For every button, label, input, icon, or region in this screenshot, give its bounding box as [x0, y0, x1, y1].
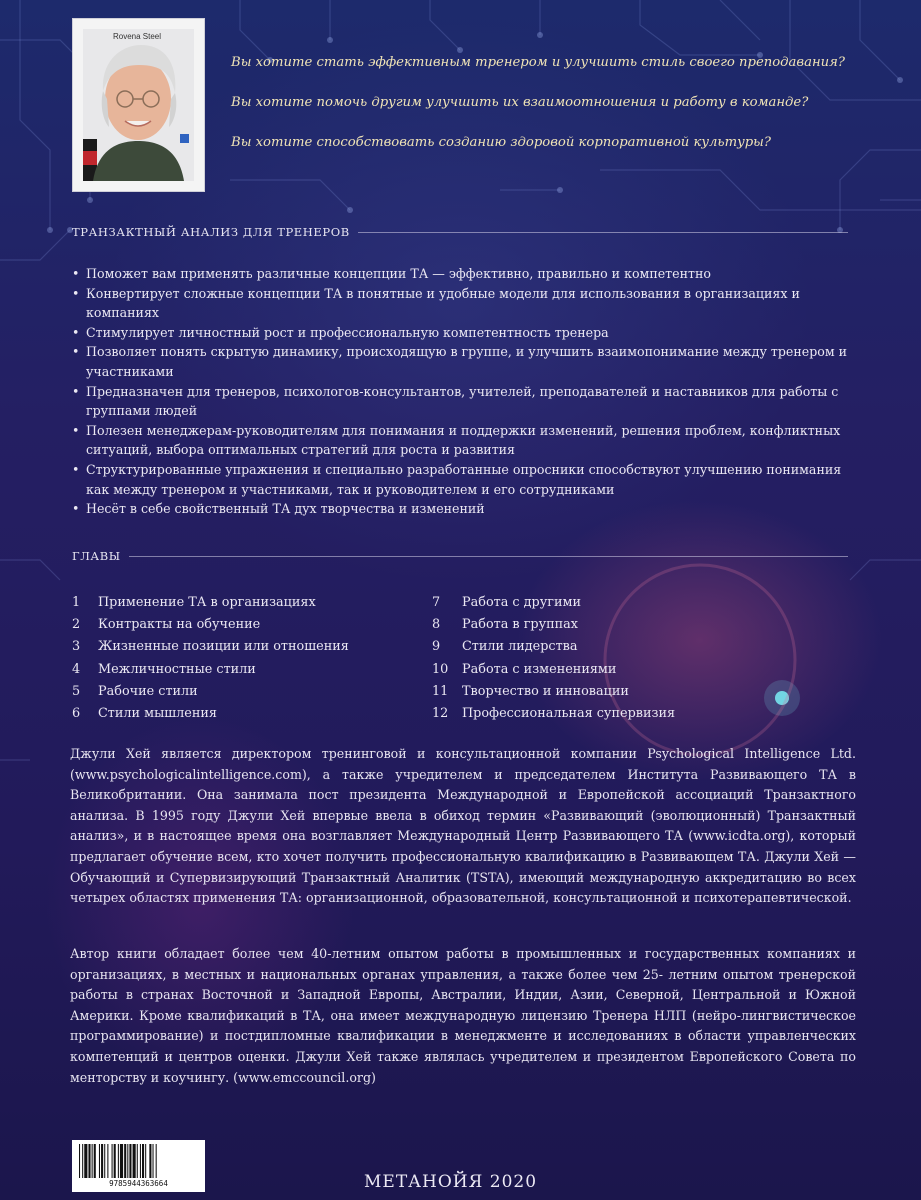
chapters-column-left — [72, 591, 432, 725]
chapter-row — [432, 591, 792, 613]
chapter-number: 11 — [432, 683, 449, 699]
list-item: • Несёт в себе свойственный ТА дух творчества и изменений — [72, 499, 852, 519]
chapter-row — [72, 702, 432, 724]
list-item: • Стимулирует личностный рост и профессиональную компетентность тренера — [72, 323, 852, 343]
barcode-bars — [77, 1144, 200, 1178]
section-ta-heading — [72, 225, 848, 239]
barcode-bar — [94, 1144, 96, 1178]
barcode-bar — [107, 1144, 108, 1178]
barcode — [72, 1140, 205, 1192]
list-item: • Поможет вам применять различные концепции ТА — эффективно, правильно и компетентно — [72, 264, 852, 284]
question-2: Вы хотите помочь другим улучшить их взаимоотношения и работу в команде? — [231, 95, 809, 110]
barcode-bar — [129, 1144, 131, 1178]
chapter-row — [432, 702, 792, 724]
barcode-bar — [120, 1144, 123, 1178]
chapter-row — [72, 658, 432, 680]
barcode-bar — [82, 1144, 83, 1178]
chapter-number: 5 — [72, 683, 81, 699]
publisher-imprint: МЕТАНОЙЯ 2020 — [364, 1172, 538, 1192]
chapter-row — [72, 591, 432, 613]
barcode-bar — [153, 1144, 154, 1178]
barcode-bar — [92, 1144, 93, 1178]
barcode-bar — [101, 1144, 103, 1178]
chapter-title: Межличностные стили — [98, 661, 256, 677]
intro-questions — [231, 55, 845, 175]
chapter-row — [432, 680, 792, 702]
barcode-bar — [156, 1144, 157, 1178]
chapters-list — [72, 591, 792, 725]
chapter-number: 10 — [432, 661, 449, 677]
barcode-bar — [114, 1144, 116, 1178]
barcode-bar — [104, 1144, 105, 1178]
barcode-bar — [142, 1144, 144, 1178]
chapter-title: Применение ТА в организациях — [98, 594, 316, 610]
chapter-title: Творчество и инновации — [462, 683, 629, 699]
chapter-number: 12 — [432, 706, 449, 722]
chapter-number: 1 — [72, 594, 81, 610]
barcode-bar — [118, 1144, 119, 1178]
chapter-number: 8 — [432, 616, 441, 632]
chapter-title: Работа с другими — [462, 594, 581, 610]
barcode-bar — [112, 1144, 113, 1178]
author-portrait — [83, 29, 194, 181]
chapter-title: Работа с изменениями — [462, 661, 617, 677]
chapter-number: 6 — [72, 706, 81, 722]
section-ta-title: ТРАНЗАКТНЫЙ АНАЛИЗ ДЛЯ ТРЕНЕРОВ — [72, 225, 350, 239]
ta-benefits-list — [72, 264, 852, 519]
barcode-bar — [84, 1144, 87, 1178]
list-item: • Полезен менеджерам-руководителям для понимания и поддержки изменений, решения проблем, конфликтных ситуаций, выбора оптимальных стратегий для роста и развития — [72, 421, 852, 460]
author-photo — [72, 18, 205, 192]
barcode-bar — [124, 1144, 126, 1178]
chapter-number: 9 — [432, 639, 441, 655]
chapter-row — [72, 680, 432, 702]
section-ta-divider — [358, 232, 848, 233]
chapter-title: Контракты на обучение — [98, 616, 261, 632]
chapter-number: 7 — [432, 594, 441, 610]
chapter-title: Стили мышления — [98, 706, 217, 722]
barcode-bar — [99, 1144, 100, 1178]
barcode-bar — [145, 1144, 146, 1178]
chapter-title: Стили лидерства — [462, 639, 578, 655]
section-chapters-title: ГЛАВЫ — [72, 549, 121, 563]
barcode-bar — [79, 1144, 80, 1178]
barcode-bar — [88, 1144, 90, 1178]
chapter-number: 3 — [72, 639, 81, 655]
chapter-title: Жизненные позиции или отношения — [98, 639, 349, 655]
chapter-row — [72, 636, 432, 658]
list-item: • Предназначен для тренеров, психологов-консультантов, учителей, преподавателей и наставников для работы с группами людей — [72, 382, 852, 421]
list-item: • Структурированные упражнения и специально разработанные опросники способствуют улучшению понимания как между тренером и участниками, так и руководителем и его сотрудниками — [72, 460, 852, 499]
chapter-title: Профессиональная супервизия — [462, 706, 676, 722]
chapter-row — [432, 658, 792, 680]
question-1: Вы хотите стать эффективным тренером и улучшить стиль своего преподавания? — [231, 55, 845, 70]
barcode-bar — [127, 1144, 128, 1178]
chapter-row — [432, 636, 792, 658]
photo-badge-text: Rovena Steel — [113, 32, 162, 41]
chapter-title: Работа в группах — [462, 616, 579, 632]
chapters-column-right — [432, 591, 792, 725]
list-item: • Конвертирует сложные концепции ТА в понятные и удобные модели для использования в организациях и компаниях — [72, 284, 852, 323]
author-bio-paragraph-1: Джули Хей является директором тренинговой и консультационной компании Psychological Intelligence Ltd. (www.psychologicalintelligence.com), а также учредителем и председателем Института Развивающего ТА в Великобритании. Она занимала пост президента Международной и Европейской ассоциаций Транзактного анализа. В 1995 году Джули Хей впервые ввела в обиход термин «Развивающий (эволюционный) Транзактный анализ», и в настоящее время она возглавляет Международный Центр Развивающего ТА (www.icdta.org), который предлагает обучение всем, кто хочет получить профессиональную квалификацию в Развивающем ТА. Джули Хей — Обучающий и Супервизирующий Транзактный Аналитик (TSTA), имеющий международную аккредитацию во всех четырех областях применения ТА: организационной, образовательной, консультационной и психотерапевтической. — [70, 746, 856, 906]
isbn-number: 9785944363664 — [109, 1179, 168, 1188]
section-chapters-divider — [129, 556, 848, 557]
chapter-number: 4 — [72, 661, 81, 677]
chapter-row — [72, 613, 432, 635]
question-3: Вы хотите способствовать созданию здоровой корпоративной культуры? — [231, 135, 771, 150]
chapter-row — [432, 613, 792, 635]
barcode-bar — [149, 1144, 151, 1178]
chapter-title: Рабочие стили — [98, 683, 198, 699]
list-item: • Позволяет понять скрытую динамику, происходящую в группе, и улучшить взаимопонимание между тренером и участниками — [72, 342, 852, 381]
barcode-bar — [133, 1144, 136, 1178]
barcode-bar — [140, 1144, 141, 1178]
author-bio-paragraph-2: Автор книги обладает более чем 40-летним опытом работы в промышленных и государственных компаниях и организациях, в местных и национальных органах управления, а также более чем 25- летним опытом тренерской работы в странах Восточной и Западной Европы, Австралии, Индии, Азии, Северной, Центральной и Южной Америки. Кроме квалификаций в ТА, она имеет международную лицензию Тренера НЛП (нейро-лингвистическое программирование) и постдипломные квалификации в менеджменте и исследованиях в области управленческих компетенций и центров оценки. Джули Хей также являлась учредителем и президентом Европейского Совета по менторству и коучингу. (www.emccouncil.org) — [70, 946, 856, 1085]
section-chapters-heading — [72, 549, 848, 563]
barcode-bar — [137, 1144, 138, 1178]
chapter-number: 2 — [72, 616, 81, 632]
